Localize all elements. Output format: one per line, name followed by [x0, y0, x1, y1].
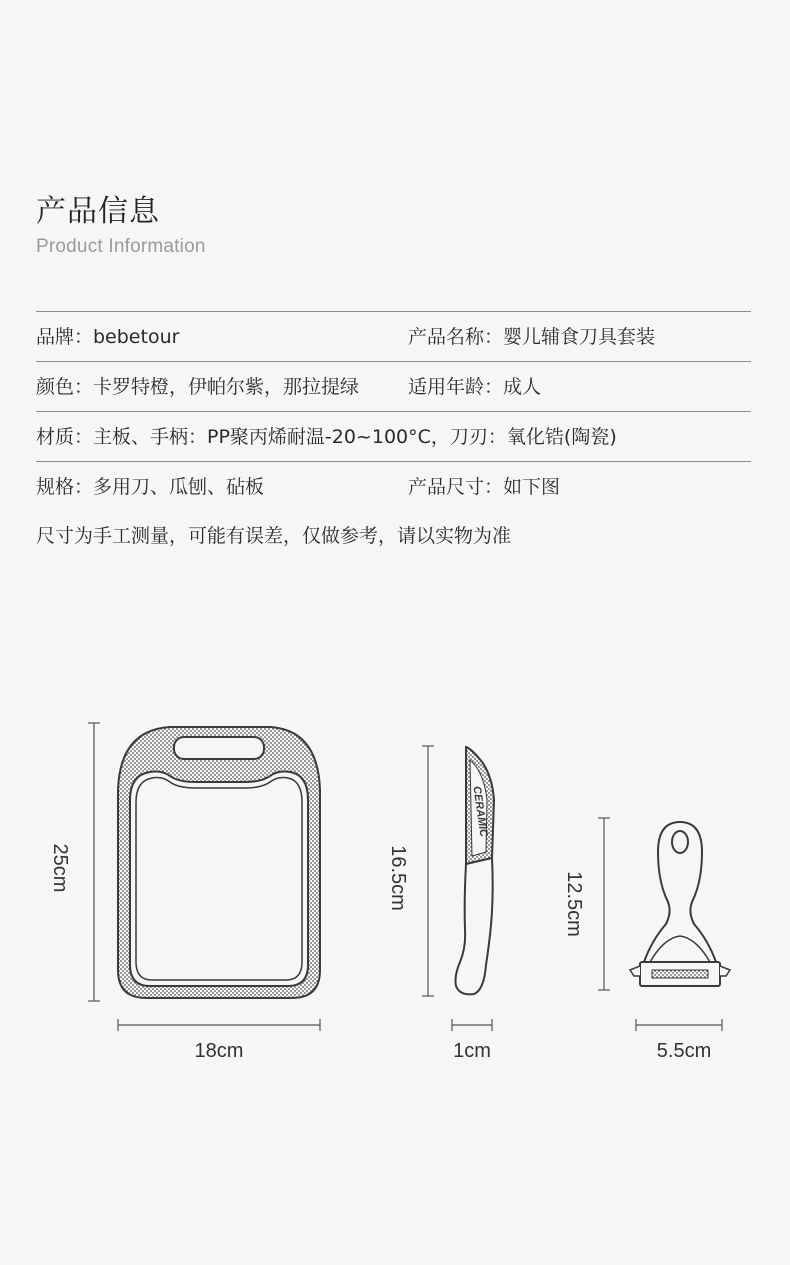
peeler-hang-hole [672, 831, 688, 853]
peeler-width-dimension [636, 1019, 722, 1062]
note-text: 尺寸为手工测量，可能有误差，仅做参考，请以实物为准 [36, 525, 512, 547]
spec-text: 规格：多用刀、瓜刨、砧板 [36, 476, 265, 498]
knife-width-label: 1cm [453, 1040, 491, 1062]
board-width-dimension [118, 1019, 320, 1062]
size-text: 产品尺寸：如下图 [408, 476, 561, 498]
peeler-blade [652, 970, 708, 978]
peeler-width-label: 5.5cm [656, 1040, 712, 1062]
knife-illustration [456, 747, 495, 994]
info-row [36, 511, 751, 561]
color-text: 颜色：卡罗特橙，伊帕尔紫，那拉提绿 [36, 376, 360, 398]
knife-height-dimension [387, 746, 434, 996]
info-row [36, 411, 751, 461]
knife-handle [456, 858, 493, 994]
board-height-label: 25cm [49, 843, 71, 893]
info-row [36, 461, 751, 511]
page-subtitle: Product Information [36, 236, 206, 257]
peeler-left-tab [630, 966, 640, 976]
board-width-label: 18cm [194, 1040, 244, 1062]
product-name-text: 产品名称：婴儿辅食刀具套装 [408, 326, 656, 348]
info-row [36, 311, 751, 361]
material-text: 材质：主板、手柄：PP聚丙烯耐温-20~100°C，刀刃：氧化锆(陶瓷) [36, 426, 617, 448]
knife-width-dimension [452, 1019, 492, 1062]
age-text: 适用年龄：成人 [408, 376, 542, 398]
product-info-table [36, 311, 751, 561]
cutting-board-illustration [118, 727, 320, 998]
knife-height-label: 16.5cm [387, 845, 409, 911]
page-title: 产品信息 [36, 194, 160, 229]
product-dimension-diagram [0, 700, 790, 1100]
knife-blade-text: CERAMIC [470, 785, 490, 838]
peeler-height-dimension [563, 818, 610, 990]
peeler-right-tab [720, 966, 730, 976]
board-inner-surface [130, 772, 308, 987]
peeler-illustration [630, 822, 730, 986]
peeler-height-label: 12.5cm [563, 871, 585, 937]
board-height-dimension [49, 723, 100, 1001]
info-row [36, 361, 751, 411]
board-handle-hole [174, 737, 264, 759]
brand-text: 品牌：bebetour [36, 326, 180, 348]
